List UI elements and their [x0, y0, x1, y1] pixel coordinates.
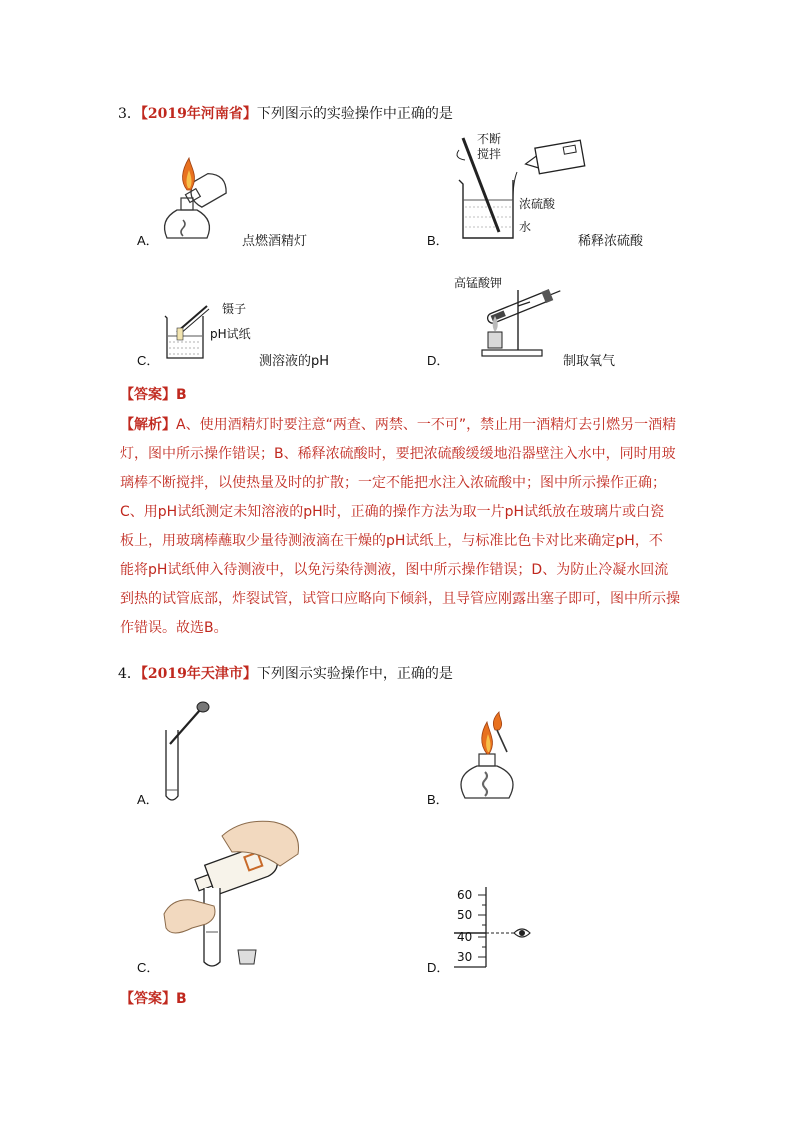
option-c-caption: 测溶液的pH — [259, 354, 330, 369]
analysis-line-1: A、使用酒精灯时要注意“两查、两禁、一不可”，禁止用一酒精灯去引燃另一酒精 — [176, 417, 677, 433]
option-d-letter: D． — [427, 353, 450, 368]
analysis-line-2: 灯，图中所示操作错误；B、稀释浓硫酸时，要把浓硫酸缓缓地沿器壁注入水中，同时用玻 — [120, 446, 676, 462]
lighting-alcohol-lamp-figure — [155, 150, 245, 245]
option-c-letter: C． — [137, 353, 160, 368]
label-sulfuric-acid: 浓硫酸 — [519, 197, 556, 211]
question-number: 3． — [118, 106, 141, 122]
option-b-caption: 稀释浓硫酸 — [578, 234, 644, 249]
answer-value: B — [176, 991, 187, 1007]
analysis-line-8: 作错误。故选B。 — [120, 620, 228, 636]
question-source: 【2019年天津市】 — [140, 666, 257, 682]
tick-label-60: 60 — [457, 888, 473, 902]
analysis-line-3: 璃棒不断搅拌，以使热量及时的扩散；一定不能把水注入浓硫酸中；图中所示操作正确； — [120, 475, 666, 491]
ph-measure-figure — [163, 302, 215, 362]
question-stem: 下列图示实验操作中，正确的是 — [256, 666, 453, 682]
match-lighting-lamp-figure — [455, 712, 535, 802]
tick-label-40: 40 — [457, 930, 473, 944]
label-water: 水 — [519, 220, 532, 234]
pouring-liquid-figure — [162, 818, 312, 970]
question-4-heading — [118, 664, 453, 684]
analysis-label: 【解析】 — [120, 417, 176, 433]
question-source: 【2019年河南省】 — [140, 106, 257, 122]
option-a-letter: A． — [137, 792, 159, 807]
oxygen-preparation-figure — [478, 280, 568, 360]
question-3-heading — [118, 104, 453, 124]
q4-answer — [120, 988, 187, 1008]
tick-label-50: 50 — [457, 908, 473, 922]
q3-analysis — [120, 411, 680, 643]
answer-label: 【答案】 — [120, 387, 176, 403]
option-a-letter: A． — [137, 233, 159, 248]
option-c-letter: C． — [137, 960, 160, 975]
question-stem: 下列图示的实验操作中正确的是 — [256, 106, 453, 122]
label-stir-1: 不断 — [477, 132, 502, 146]
label-potassium-permanganate: 高锰酸钾 — [454, 276, 503, 290]
analysis-line-7: 到热的试管底部，炸裂试管，试管口应略向下倾斜，且导管应刚露出塞子即可，图中所示操 — [120, 591, 680, 607]
answer-label: 【答案】 — [120, 991, 176, 1007]
analysis-line-6: 能将pH试纸伸入待测液中，以免污染待测液，图中所示操作错误；D、为防止冷凝水回流 — [120, 562, 669, 578]
option-b-letter: B． — [427, 792, 449, 807]
question-number: 4． — [118, 666, 141, 682]
option-d-caption: 制取氧气 — [563, 354, 616, 369]
analysis-line-5: 板上，用玻璃棒蘸取少量待测液滴在干燥的pH试纸上，与标准比色卡对比来确定pH，不 — [120, 533, 663, 549]
dropper-test-tube-figure — [160, 700, 220, 804]
q3-answer — [120, 384, 187, 404]
tick-label-30: 30 — [457, 950, 473, 964]
label-ph-paper: pH试纸 — [210, 327, 251, 341]
label-stir-2: 搅拌 — [477, 147, 502, 161]
answer-value: B — [176, 387, 187, 403]
option-b-letter: B． — [427, 233, 449, 248]
analysis-line-4: C、用pH试纸测定未知溶液的pH时，正确的操作方法为取一片pH试纸放在玻璃片或白瓷 — [120, 504, 665, 520]
option-a-caption: 点燃酒精灯 — [242, 234, 308, 249]
label-tweezers: 镊子 — [222, 302, 247, 316]
option-d-letter: D． — [427, 960, 450, 975]
